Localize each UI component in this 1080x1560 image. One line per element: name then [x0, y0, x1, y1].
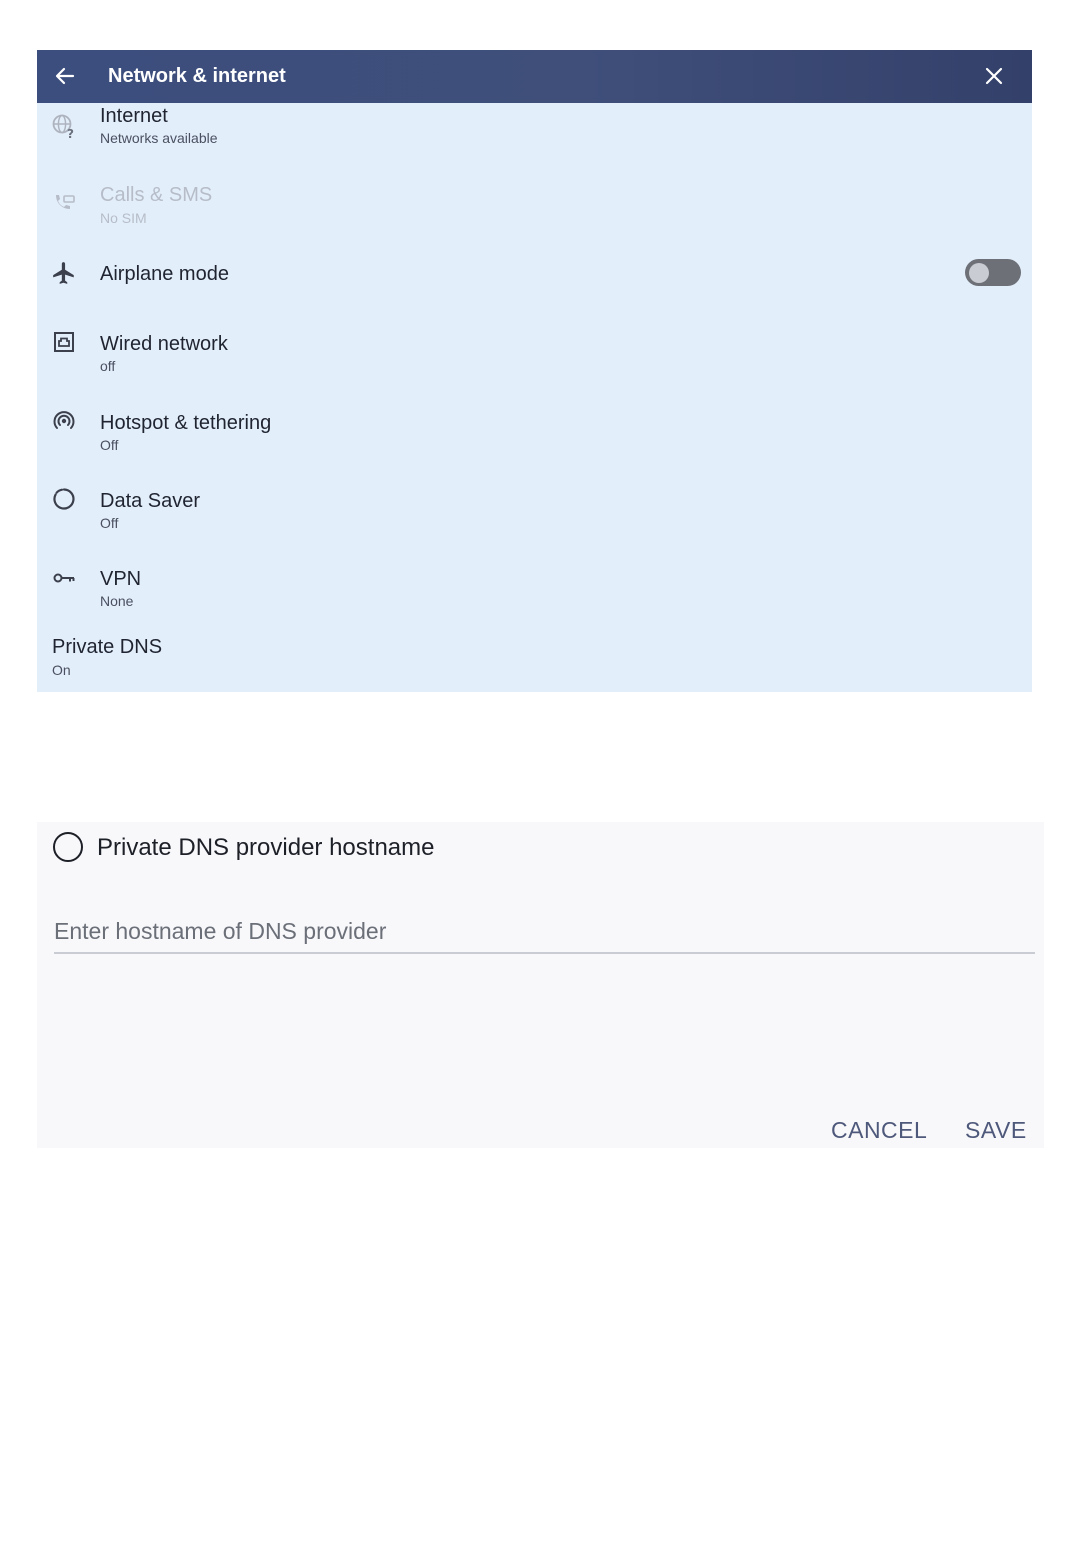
setting-label: Internet [100, 105, 168, 127]
setting-item-data-saver[interactable] [37, 490, 1032, 574]
arrow-back-icon [55, 66, 75, 86]
airplane-mode-toggle[interactable] [965, 259, 1021, 286]
setting-item-wired-network[interactable] [37, 333, 1032, 417]
setting-item-internet[interactable] [37, 103, 1032, 182]
setting-label: Wired network [100, 333, 228, 355]
setting-sub: Off [100, 515, 119, 531]
setting-item-calls-sms [37, 182, 1032, 260]
data-saver-icon [51, 486, 77, 512]
globe-question-icon [51, 113, 77, 139]
setting-item-airplane-mode[interactable] [37, 260, 1032, 338]
setting-sub: None [100, 593, 134, 609]
back-button[interactable] [51, 62, 79, 90]
setting-label: Airplane mode [100, 263, 229, 285]
setting-item-hotspot-tethering[interactable] [37, 412, 1032, 495]
setting-label: Hotspot & tethering [100, 412, 272, 434]
vpn-key-icon [51, 565, 77, 591]
cancel-button[interactable]: CANCEL [831, 1117, 928, 1143]
toggle-knob [969, 263, 989, 283]
save-button[interactable]: SAVE [965, 1117, 1027, 1143]
setting-label: Calls & SMS [100, 184, 213, 206]
hotspot-icon [51, 408, 77, 434]
private-dns-dialog [37, 822, 1044, 1148]
setting-label: VPN [100, 568, 142, 590]
close-icon [984, 66, 1004, 86]
page-title: Network & internet [108, 65, 286, 87]
phone-message-icon [51, 190, 77, 216]
setting-sub: On [52, 662, 71, 678]
dns-hostname-input[interactable] [54, 910, 1035, 954]
setting-label: Data Saver [100, 490, 201, 512]
top-bar [37, 50, 1032, 103]
setting-sub: off [100, 358, 116, 374]
setting-sub: No SIM [100, 210, 147, 226]
setting-sub: Off [100, 437, 119, 453]
setting-item-private-dns[interactable] [37, 635, 1032, 692]
svg-text:?: ? [67, 127, 74, 139]
settings-panel [37, 50, 1032, 692]
dns-hostname-radio[interactable] [53, 832, 83, 862]
setting-sub: Networks available [100, 130, 218, 146]
dns-hostname-radio-label[interactable]: Private DNS provider hostname [97, 834, 435, 861]
close-button[interactable] [980, 62, 1008, 90]
ethernet-icon [51, 329, 77, 355]
airplane-icon [51, 260, 77, 286]
setting-label: Private DNS [52, 636, 163, 658]
